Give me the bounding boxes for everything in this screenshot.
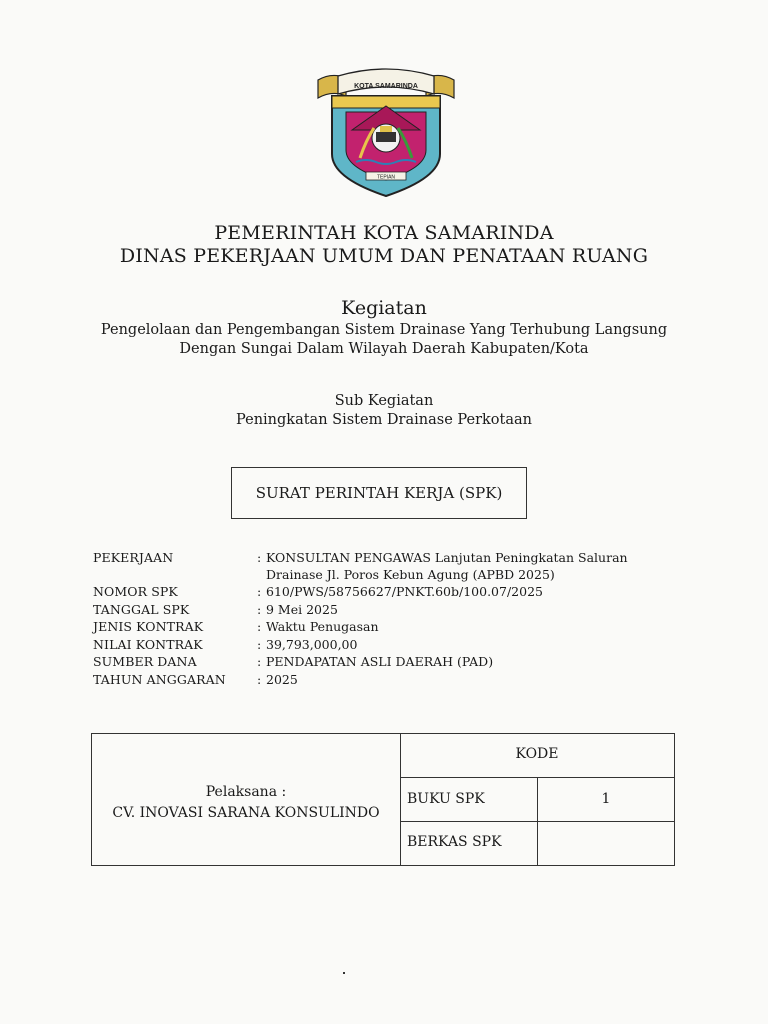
pekerjaan-value-line1: KONSULTAN PENGAWAS Lanjutan Peningkatan Saluran bbox=[266, 550, 628, 565]
detail-label: PEKERJAAN bbox=[93, 550, 174, 565]
detail-value: 2025 bbox=[266, 671, 298, 687]
spk-title: SURAT PERINTAH KERJA (SPK) bbox=[255, 484, 503, 502]
detail-label: JENIS KONTRAK bbox=[93, 619, 204, 634]
detail-value bbox=[266, 549, 676, 583]
detail-row-pekerjaan bbox=[93, 549, 693, 583]
detail-colon: : bbox=[257, 636, 262, 652]
agency-title-line2: DINAS PEKERJAAN UMUM DAN PENATAAN RUANG bbox=[119, 245, 649, 267]
berkas-spk-label: BERKAS SPK bbox=[407, 834, 502, 850]
pelaksana-kode-table bbox=[91, 733, 675, 866]
detail-row-nomor-spk bbox=[93, 583, 693, 601]
kota-samarinda-emblem bbox=[312, 68, 460, 198]
kegiatan-title: Kegiatan bbox=[341, 297, 427, 319]
detail-value: 610/PWS/58756627/PNKT.60b/100.07/2025 bbox=[266, 584, 543, 599]
buku-spk-label: BUKU SPK bbox=[407, 791, 485, 807]
detail-colon: : bbox=[257, 619, 262, 634]
detail-value: 9 Mei 2025 bbox=[266, 601, 338, 617]
sub-kegiatan-description: Peningkatan Sistem Drainase Perkotaan bbox=[236, 412, 532, 428]
detail-row-nilai-kontrak bbox=[93, 636, 693, 654]
detail-value: 39,793,000,00 bbox=[266, 636, 358, 652]
detail-colon: : bbox=[257, 584, 262, 599]
pelaksana-cell bbox=[92, 734, 400, 865]
detail-row-tahun-anggaran bbox=[93, 671, 693, 689]
buku-spk-value: 1 bbox=[601, 791, 611, 807]
detail-colon: : bbox=[257, 550, 262, 565]
kegiatan-description-line1: Pengelolaan dan Pengembangan Sistem Drainase Yang Terhubung Langsung bbox=[100, 322, 668, 338]
detail-label: TAHUN ANGGARAN bbox=[93, 671, 226, 687]
detail-label: NILAI KONTRAK bbox=[93, 636, 203, 652]
pekerjaan-value-line2: Drainase Jl. Poros Kebun Agung (APBD 2025) bbox=[266, 567, 555, 582]
detail-label: TANGGAL SPK bbox=[93, 601, 190, 617]
detail-colon: : bbox=[257, 671, 262, 687]
detail-row-jenis-kontrak bbox=[93, 618, 693, 636]
detail-colon: : bbox=[257, 601, 262, 617]
pelaksana-name: CV. INOVASI SARANA KONSULINDO bbox=[112, 804, 380, 821]
detail-row-sumber-dana bbox=[93, 653, 693, 671]
detail-value: PENDAPATAN ASLI DAERAH (PAD) bbox=[266, 654, 494, 669]
detail-colon: : bbox=[257, 654, 262, 669]
pelaksana-label: Pelaksana : bbox=[205, 783, 287, 800]
contract-details bbox=[93, 549, 693, 688]
detail-label: SUMBER DANA bbox=[93, 654, 197, 669]
scan-speck bbox=[343, 972, 345, 974]
detail-label: NOMOR SPK bbox=[93, 584, 178, 599]
kode-header: KODE bbox=[515, 746, 559, 762]
kegiatan-description-line2: Dengan Sungai Dalam Wilayah Daerah Kabupaten/Kota bbox=[179, 341, 589, 357]
agency-title-line1: PEMERINTAH KOTA SAMARINDA bbox=[214, 222, 554, 244]
detail-value: Waktu Penugasan bbox=[266, 619, 379, 634]
emblem-banner-text: KOTA SAMARINDA bbox=[354, 83, 418, 90]
sub-kegiatan-title: Sub Kegiatan bbox=[334, 393, 434, 409]
detail-row-tanggal-spk bbox=[93, 601, 693, 619]
emblem-motto-text: TEPIAN bbox=[376, 174, 396, 181]
spk-title-box bbox=[231, 467, 527, 519]
